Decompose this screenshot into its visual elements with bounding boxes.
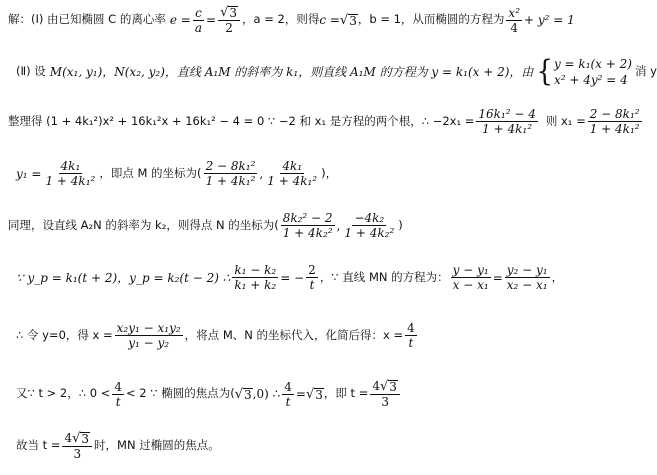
b-equals: ，b = 1，从而椭圆的方程为	[357, 12, 505, 27]
let-y-zero: ∴ 令 y=0，得 x =	[16, 327, 113, 342]
conclusion-text: 时，MN 过椭圆的焦点。	[94, 438, 220, 453]
fraction-2-over-t: $\frac{2}{t}$	[308, 263, 316, 292]
a-equals: ，a = 2，则得	[242, 12, 320, 27]
eccentricity-symbol: e =	[169, 13, 191, 27]
sqrt-3-eq: √ 3	[305, 386, 323, 402]
fraction-my: 4k₁ 1 + 4k₁²	[267, 159, 318, 188]
quadratic-statement: 整理得 (1 + 4k₁²)x² + 16k₁²x + 16k₁² − 4 = 0 ∵ −2 和 x₁ 是方程的两个根，∴ −2x₁ =	[8, 113, 475, 128]
solution-line-4: y₁ = $\frac{\text{4k₁}}{\text{1 + 4k₁²}}$ ，即点 M 的坐标为( 2 − 8k₁² 1 + 4k₁² , 4k₁ 1 + 4k₁² )，	[16, 159, 338, 188]
fraction-x2-over-4: x² 4	[508, 5, 520, 35]
solution-line-6: ∵ y_p = k₁(t + 2)，y_p = k₂(t − 2) ∴ $\frac{\text{k₁ − k₂}}{\text{k₁ + k₂}}$ = − $\frac{2}{t}$ ，∵ 直线 MN 的方程为： $\frac{\text{y − y₁}}{\text{x − x₁}}$ = $\frac{\text{y₂ − y₁}}{\text{x₂ − x₁}}$ ，	[16, 263, 564, 292]
solution-line-3	[8, 108, 644, 135]
fraction-mn-right: $\frac{\text{y₂ − y₁}}{\text{x₂ − x₁}}$	[506, 263, 548, 292]
y1-equals: y₁ =	[16, 166, 42, 181]
c-equals: c =	[319, 13, 340, 27]
solution-line-8: 又∵ t > 2，∴ 0 < 4 t < 2 ∵ 椭圆的焦点为( √ 3 ,0) ∴ $\frac{4}{t}$ = √ 3 ，即 t = 4 √ 3 3	[16, 380, 402, 408]
t-greater-2: 又∵ t > 2，∴ 0 <	[16, 386, 111, 401]
fraction-k-ratio: $\frac{\text{k₁ − k₂}}{\text{k₁ + k₂}}$	[234, 263, 277, 292]
then-x1: 则 x₁ =	[545, 113, 586, 128]
fraction-4-over-t: $\frac{4}{t}$	[407, 321, 415, 350]
fraction-x1: $\frac{\text{2 − 8k₁²}}{\text{1 + 4k₁²}}$	[589, 107, 640, 136]
sqrt-3-focus: √ 3	[234, 386, 252, 402]
fraction-t-conclusion: 4 √ 3 3	[62, 432, 92, 460]
system-eq-1: y = k₁(x + 2)	[553, 57, 632, 71]
yp-relations: ∵ y_p = k₁(t + 2)，y_p = k₂(t − 2) ∴	[16, 270, 231, 285]
fraction-c-over-a: $\frac{c}{a}$	[194, 5, 203, 35]
eliminate-y: 消 y	[634, 64, 657, 79]
fraction-nx: 8k₂² − 2 1 + 4k₂²	[282, 211, 333, 240]
solution-part-2	[16, 55, 657, 89]
part1-label: 解：(Ⅰ) 由已知椭圆 C 的离心率	[8, 12, 166, 27]
point-m-coords-label: ，即点 M 的坐标为(	[99, 165, 202, 180]
fraction-x-intercept: $\frac{\text{x₂y₁ − x₁y₂}}{\text{y₁ − y₂}}$	[116, 321, 181, 350]
focus-statement: < 2 ∵ 椭圆的焦点为(	[125, 386, 235, 401]
fraction-mn-left: $\frac{\text{y − y₁}}{\text{x − x₁}}$	[452, 263, 489, 292]
fraction-ny: −4k₂ 1 + 4k₂²	[344, 211, 395, 240]
equation-system: { y = k₁(x + 2) x² + 4y² = 4	[536, 55, 632, 89]
fraction-mx: 2 − 8k₁² 1 + 4k₁²	[205, 159, 256, 188]
fraction-t-value: 4 √ 3 3	[370, 380, 400, 408]
solution-part-1: 解：(Ⅰ) 由已知椭圆 C 的离心率 e = $\frac{c}{a}$ = √ 3 2 ，a = 2，则得 c = √ 3 ，b = 1，从而椭圆的方程为 x² 4 + y² = 1	[8, 5, 575, 35]
mn-line-label: ，∵ 直线 MN 的方程为：	[319, 269, 449, 284]
conclusion-prefix: 故当 t =	[16, 438, 61, 453]
solution-line-7	[16, 322, 419, 349]
fraction-sqrt3-over-2: √ 3 2	[218, 6, 240, 34]
fraction-minus2x1: $\frac{\text{16k₁² − 4}}{\text{1 + 4k₁²}}$	[478, 107, 536, 136]
solution-line-9	[16, 432, 220, 460]
part2-label: (Ⅱ) 设	[16, 64, 46, 79]
system-eq-2: x² + 4y² = 4	[553, 73, 628, 87]
points-and-line: M(x₁, y₁)，N(x₂, y₂)，直线 A₁M 的斜率为 k₁，则直线 A₁M 的方程为 y = k₁(x + 2)，由	[49, 65, 534, 79]
fraction-4-over-t-ineq: 4 t	[114, 379, 122, 409]
point-n-statement: 同理，设直线 A₂N 的斜率为 k₂，则得点 N 的坐标为(	[8, 217, 279, 232]
ellipse-equation-tail: + y² = 1	[524, 13, 575, 27]
fraction-4-over-t-eq: $\frac{4}{t}$	[284, 379, 292, 409]
sqrt-3: √ 3	[339, 12, 357, 28]
fraction-y1: $\frac{\text{4k₁}}{\text{1 + 4k₁²}}$	[45, 159, 96, 188]
substitute-statement: ，将点 M、N 的坐标代入，化简后得：x =	[184, 327, 404, 342]
solution-line-5: 同理，设直线 A₂N 的斜率为 k₂，则得点 N 的坐标为( 8k₂² − 2 1 + 4k₂² , −4k₂ 1 + 4k₂² )	[8, 211, 403, 240]
then-t: ，即 t =	[323, 386, 369, 401]
